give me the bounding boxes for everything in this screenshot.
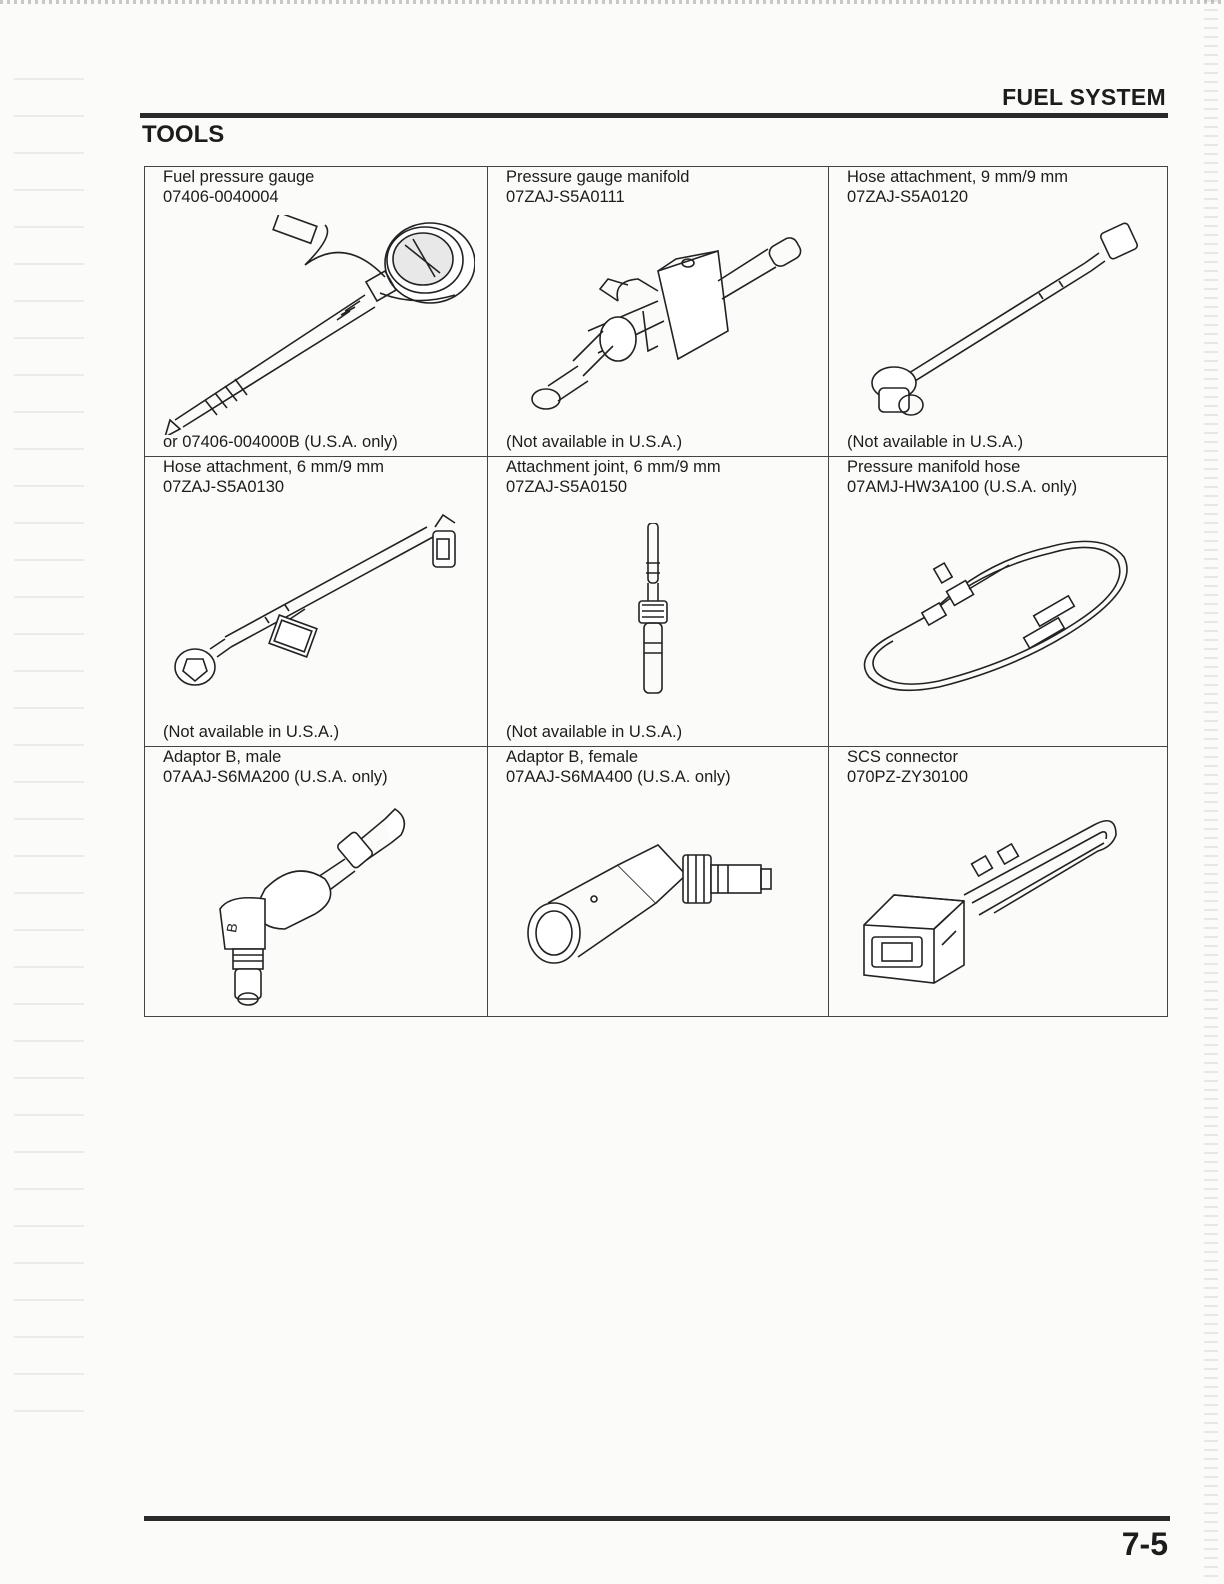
- tool-part-number: 07ZAJ-S5A0120: [847, 188, 969, 206]
- tool-cell-fuel-pressure-gauge: [145, 167, 488, 457]
- tool-name: Adaptor B, female: [506, 748, 639, 766]
- tool-name: Hose attachment, 6 mm/9 mm: [163, 458, 384, 476]
- tool-cell-attachment-joint: [488, 457, 829, 747]
- hose-attachment-tagged-icon: [165, 509, 465, 689]
- tool-part-number: 07ZAJ-S5A0130: [163, 478, 285, 496]
- tool-cell-adaptor-b-male: [145, 747, 488, 1016]
- scan-speckle: [14, 60, 84, 1440]
- tool-cell-pressure-manifold-hose: [829, 457, 1167, 747]
- scan-edge: [0, 0, 1224, 4]
- tool-part-number: 07AAJ-S6MA400 (U.S.A. only): [506, 768, 731, 786]
- tool-note: (Not available in U.S.A.): [506, 723, 683, 741]
- manifold-hose-icon: [849, 527, 1149, 697]
- svg-text:B: B: [223, 921, 241, 934]
- tools-heading: TOOLS: [142, 121, 225, 148]
- tool-note: (Not available in U.S.A.): [163, 723, 340, 741]
- tool-cell-scs-connector: [829, 747, 1167, 1016]
- pressure-gauge-icon: [155, 215, 475, 435]
- tools-table: [144, 166, 1168, 1017]
- tool-name: Pressure manifold hose: [847, 458, 1021, 476]
- page-number: 7-5: [1121, 1526, 1168, 1562]
- tool-note: or 07406-004000B (U.S.A. only): [163, 433, 398, 451]
- tool-part-number: 07AAJ-S6MA200 (U.S.A. only): [163, 768, 388, 786]
- tool-name: Pressure gauge manifold: [506, 168, 690, 186]
- footer-rule: [144, 1516, 1170, 1521]
- attachment-joint-icon: [628, 523, 678, 703]
- tool-name: SCS connector: [847, 748, 958, 766]
- tool-name: Adaptor B, male: [163, 748, 282, 766]
- tool-cell-adaptor-b-female: [488, 747, 829, 1016]
- tool-part-number: 07406-0040004: [163, 188, 279, 206]
- tool-note: (Not available in U.S.A.): [847, 433, 1024, 451]
- scs-connector-icon: [854, 805, 1144, 985]
- header-rule: [140, 113, 1168, 118]
- tool-cell-hose-attachment-6-9: [145, 457, 488, 747]
- tool-name: Hose attachment, 9 mm/9 mm: [847, 168, 1068, 186]
- tool-note: (Not available in U.S.A.): [506, 433, 683, 451]
- tool-name: Attachment joint, 6 mm/9 mm: [506, 458, 721, 476]
- scan-speckle-right: [1204, 0, 1218, 1584]
- tool-part-number: 07AMJ-HW3A100 (U.S.A. only): [847, 478, 1078, 496]
- tool-cell-hose-attachment-9-9: [829, 167, 1167, 457]
- adaptor-female-icon: [518, 815, 798, 975]
- adaptor-male-icon: [205, 799, 415, 1009]
- tool-part-number: 070PZ-ZY30100: [847, 768, 969, 786]
- hose-attachment-icon: [849, 213, 1149, 423]
- tool-part-number: 07ZAJ-S5A0150: [506, 478, 628, 496]
- tool-name: Fuel pressure gauge: [163, 168, 315, 186]
- section-title: FUEL SYSTEM: [1002, 84, 1166, 110]
- gauge-manifold-icon: [508, 221, 808, 421]
- tool-part-number: 07ZAJ-S5A0111: [506, 188, 625, 206]
- tool-cell-pressure-gauge-manifold: [488, 167, 829, 457]
